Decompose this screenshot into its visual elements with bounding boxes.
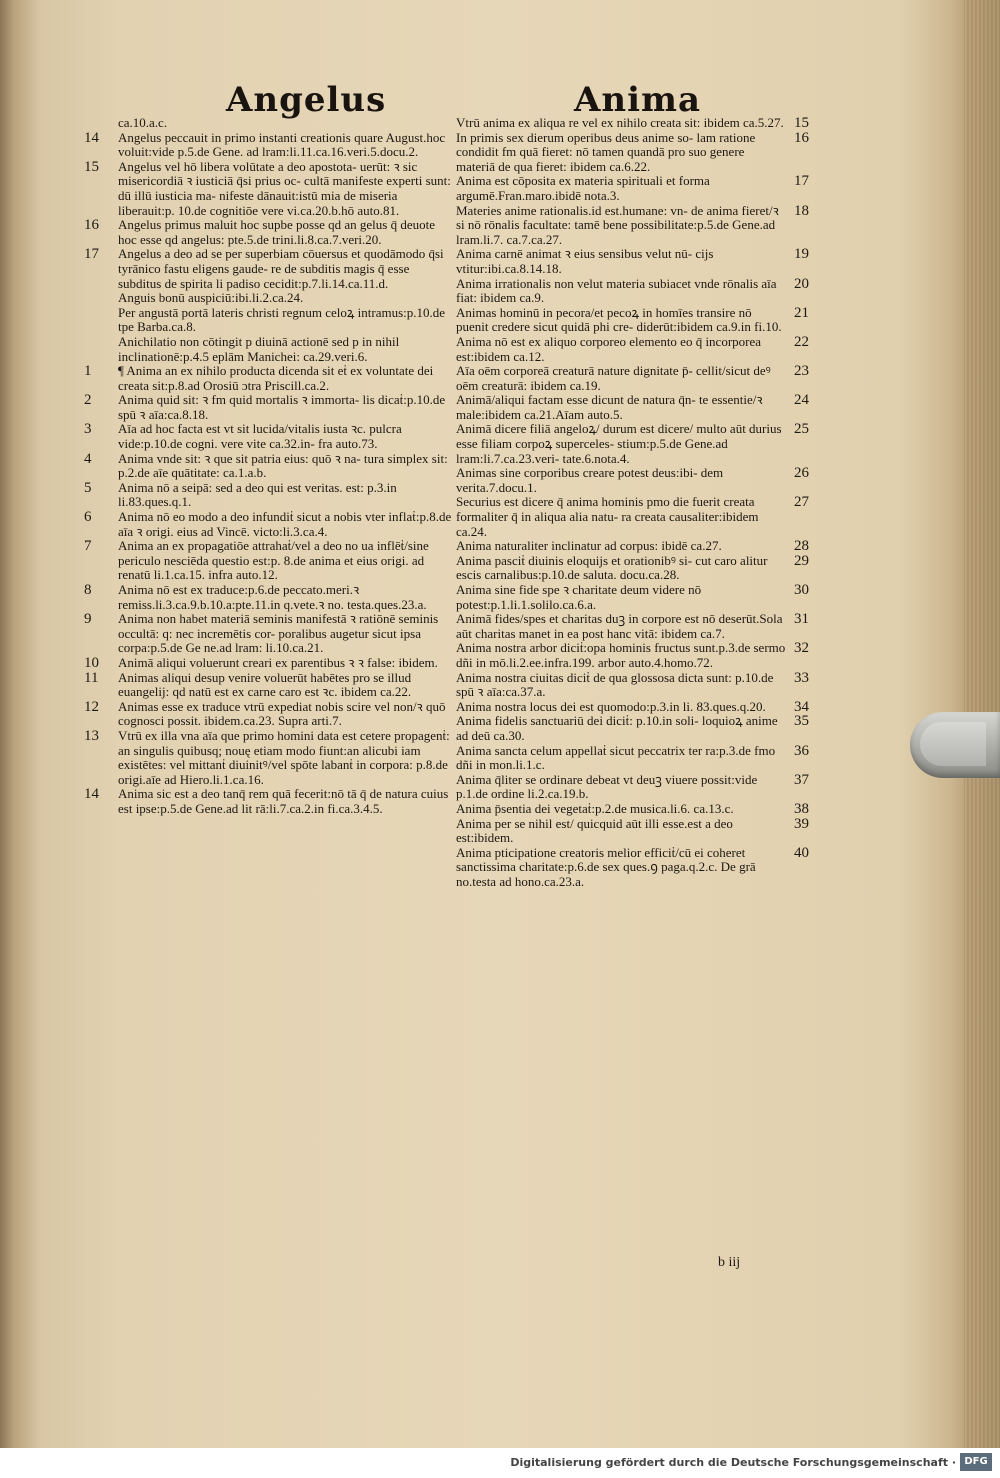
entry-number: 13: [84, 727, 99, 744]
entry-text: Vtrū ex illa vna aīa que primo homini data est cetere propagenṫ: an singulis quibusq; nouę etiam modo fiunt:an alicubi iam existētes: vel mittanṫ diuinitꝰ/vel spōte labanṫ in corpora: p.8.de origi.aīe ad Hiero.li.1.ca.16.: [118, 727, 450, 787]
index-entry: [456, 552, 809, 583]
entry-number: 32: [794, 640, 809, 657]
index-entry: [456, 800, 809, 817]
index-entry: [84, 450, 453, 481]
entry-text: Anima nō eo modo a deo infundiṫ sicut a nobis vter inflaṫ:p.8.de aīa ꝛ origi. eius ad Vincē. victo:li.3.ca.4.: [118, 509, 452, 539]
entry-text: Anima sic est a deo tanq̄ rem quā fecerit:nō tā q̄ de natura cuius est ipse:p.5.de Gene.ad lit rā:li.7.ca.2.in fi.ca.3.4.5.: [118, 786, 449, 816]
index-entry: [456, 173, 809, 203]
entry-text: Animas aliqui desup venire voluerūt habētes pro se illud euangelij: qd natū est ex carne caro est ꝛc. ibidem ca.22.: [118, 669, 412, 700]
entry-text: Per angustā portā lateris christi regnum celoꝝ intramus:p.10.de tpe Barba.ca.8.: [118, 304, 446, 335]
index-entry: [84, 363, 453, 393]
entry-text: Anima sine fide spe ꝛ charitate deum videre nō potest:p.1.li.1.solilo.ca.6.a.: [456, 582, 702, 612]
index-entry: [84, 698, 453, 729]
entry-text: Anima vnde sit: ꝛ que sit patria eius: quō ꝛ na- tura simplex sit: p.2.de aīe quātitate: ca.1.a.b.: [118, 450, 448, 481]
index-entry: [456, 246, 809, 276]
entry-number: 37: [794, 771, 809, 788]
entry-text: Aīa ad hoc facta est vt sit lucida/vitalis iusta ꝛc. pulcra vide:p.10.de cogni. vere vite ca.32.in- fra auto.73.: [118, 421, 402, 452]
entry-text: ca.10.a.c.: [118, 115, 168, 130]
entry-text: In primis sex dierum operibus deus anime so- lam ratione condidit fm quā fieret: nō tamen quandā pro suo genere materiā de qua fieret: ibidem ca.6.22.: [456, 129, 756, 174]
index-entry: [84, 786, 453, 816]
entry-text: Securius est dicere q̄ anima hominis pmo die fuerit creata formaliter q̄ in aliqua alia natu- ra creata causaliter:ibidem ca.24.: [456, 494, 759, 539]
entry-text: Anima naturaliter inclinatur ad corpus: ibidē ca.27.: [456, 538, 722, 554]
entry-text: Animā/aliqui factam esse dicunt de natura q̄n- te essentie/ꝛ male:ibidem ca.21.Aīam auto.5.: [456, 392, 763, 422]
entry-number: 29: [794, 552, 809, 569]
entry-text: Anima fidelis sanctuariū dei diciṫ: p.10.in soli- loquioꝝ anime ad deū ca.30.: [456, 713, 778, 743]
entry-text: Anima nostra arbor diciṫ:opa hominis fructus sunt.p.3.de sermo dñi in mō.li.2.ee.infra.199. arbor auto.4.homo.72.: [456, 640, 786, 670]
entry-text: Anima nō est ex traduce:p.6.de peccato.meri.ꝛ remiss.li.3.ca.9.b.10.a:pte.11.in q.vete.ꝛ no. testa.ques.23.a.: [118, 582, 427, 612]
entry-text: Anima irrationalis non velut materia subiacet vnde rōnalis aīa fiat: ibidem ca.9.: [456, 275, 777, 306]
entry-text: ¶ Anima an ex nihilo producta dicenda sit eṫ ex voluntate dei creata sit:p.8.ad Orosiū ɔtra Priscill.ca.2.: [118, 363, 434, 393]
index-entry: [84, 509, 453, 539]
entry-text: Anima p̄sentia dei vegetaṫ:p.2.de musica.li.6. ca.13.c.: [456, 800, 734, 816]
index-entry: [456, 202, 809, 248]
entry-text: Anima carnē animat ꝛ eius sensibus velut nū- cijs vtitur:ibi.ca.8.14.18.: [456, 246, 714, 276]
index-entry: [84, 158, 453, 218]
index-entry: [456, 698, 809, 715]
index-entry: [84, 479, 453, 510]
entry-number: 39: [794, 815, 809, 832]
entry-number: 40: [794, 844, 809, 861]
entry-number: 33: [794, 669, 809, 686]
entry-text: Anima q̄liter se ordinare debeat vt deuꝫ viuere possit:vide p.1.de ordine li.2.ca.19.b.: [456, 771, 758, 802]
index-entry: [456, 669, 809, 700]
index-entry: [84, 582, 453, 612]
entry-text: Animā aliqui voluerunt creari ex parentibus ꝛ ꝛ false: ibidem.: [118, 654, 438, 670]
entry-text: Anima pasciṫ diuinis eloquijs et orationibꝰ si- cut caro alitur escis carnalibus:p.10.de saluta. docu.ca.28.: [456, 552, 768, 583]
entry-number: 4: [84, 450, 92, 467]
index-entry: [456, 275, 809, 306]
entry-number: 14: [84, 786, 99, 803]
entry-number: 31: [794, 611, 809, 628]
entry-number: 2: [84, 392, 92, 409]
entry-number: 38: [794, 800, 809, 817]
entry-text: Anima nō a seipā: sed a deo qui est veritas. est: p.3.in li.83.ques.q.1.: [118, 479, 397, 510]
entry-text: Anima nostra locus dei est quomodo:p.3.in li. 83.ques.q.20.: [456, 698, 766, 714]
index-entry: [456, 333, 809, 364]
entry-number: 18: [794, 202, 809, 219]
entry-text: Angelus primus maluit hoc supbe posse qd an gelus q̄ deuote hoc esse qd angelus: pte.5.de trini.li.8.ca.7.veri.20.: [118, 217, 436, 247]
entry-text: Materies anime rationalis.id est.humane: vn- de anima fieret/ꝛ si nō rōnalis facultate: tamē bene possibilitate:p.5.de Gene.ad lram.li.7. ca.7.ca.27.: [456, 202, 779, 247]
footer-credit: Digitalisierung gefördert durch die Deutsche Forschungsgemeinschaft ·: [510, 1456, 956, 1469]
entry-number: 17: [794, 173, 809, 190]
index-entry: [84, 727, 453, 787]
index-entry: [456, 363, 809, 393]
entry-text: Animas hominū in pecora/et pecoꝝ in homīes transire nō puenit credere sicut quidā phi cre- diderūt:ibidem ca.9.in fi.10.: [456, 304, 782, 335]
index-entry: [456, 494, 809, 539]
entry-number: 8: [84, 582, 92, 598]
index-entry: [456, 304, 809, 335]
entry-text: Anima sancta celum appellaṫ sicut peccatrix ter ra:p.3.de fmo dñi in mon.li.1.c.: [456, 742, 776, 773]
signature-mark: b iij: [718, 1255, 741, 1270]
index-entry: [456, 713, 809, 743]
dfg-logo: DFG: [960, 1453, 992, 1471]
entry-text: Aīa oēm corporeā creaturā nature dignitate p̄- cellit/sicut deꝰ oēm creaturā: ibidem ca.19.: [456, 363, 771, 393]
entry-number: 14: [84, 129, 99, 146]
entry-number: 25: [794, 421, 809, 438]
entry-text: Anima an ex propagatiōe attrahaṫ/vel a deo no ua inflēṫ/sine periculo nesciēda questio est:p. 8.de anima et eius origi. ad renatū li.1.ca.15. infra auto.12.: [118, 538, 429, 583]
right-column: [456, 115, 809, 889]
entry-text: Animā fides/spes et charitas duꝫ in corpore est nō deserūt.Sola aūt charitas manet in ea post hanc vitā: ibidem ca.7.: [456, 611, 783, 641]
footer-bar: [0, 1448, 1000, 1478]
index-entry: [456, 392, 809, 422]
entry-number: 35: [794, 713, 809, 730]
index-entry: [84, 129, 453, 160]
entry-text: Vtrū anima ex aliqua re vel ex nihilo creata sit: ibidem ca.5.27.: [456, 115, 784, 130]
entry-number: 7: [84, 538, 92, 555]
index-entry: [84, 654, 453, 671]
entry-number: 6: [84, 509, 92, 526]
entry-text: Animas sine corporibus creare potest deus:ibi- dem verita.7.docu.1.: [456, 465, 724, 495]
index-entry: [84, 217, 453, 247]
index-entry: [456, 844, 809, 890]
index-entry: [118, 306, 453, 335]
index-entry: [456, 640, 809, 670]
index-entry: [456, 538, 809, 555]
index-entry: [456, 742, 809, 773]
page-clip: [910, 712, 1000, 778]
entry-text: Anichilatio non cōtingit p diuinā actionē sed p in nihil inclinationē:p.4.5 eplām Manichei: ca.29.veri.6.: [118, 333, 400, 364]
entry-text: Anima non habet materiā seminis manifestā ꝛ ratiōnē seminis occultā: q: nec incremētis cor- poralibus augetur sicut ipsa corpa:p.5.de Ge ne.ad lram: li.10.ca.21.: [118, 611, 439, 656]
entry-text: Anguis bonū auspiciū:ibi.li.2.ca.24.: [118, 290, 304, 306]
entry-text: Angelus vel hō libera volūtate a deo apostota- uerūt: ꝛ sic misericordiā ꝛ iusticiā q̄si prius oc- cultā manifeste experti sunt: dū illū iusticia ma- nifeste dānauit:istū mia de miseria liberauit:p. 10.de cognitiōe vere vi.ca.20.b.hō auto.81.: [118, 158, 451, 218]
entry-text: Anima nostra ciuitas diciṫ de qua glossosa dicta sunt: p.10.de spū ꝛ aīa:ca.37.a.: [456, 669, 774, 700]
entry-number: 36: [794, 742, 809, 759]
entry-text: Anima est cōposita ex materia spirituali et forma argumē.Fran.maro.ibidē nota.3.: [456, 173, 710, 203]
entry-number: 26: [794, 465, 809, 482]
entry-number: 19: [794, 246, 809, 263]
index-entry: [84, 611, 453, 656]
left-column: [84, 115, 453, 817]
entry-number: 23: [794, 363, 809, 380]
index-entry: [456, 129, 809, 175]
index-entry: [456, 771, 809, 802]
entry-text: Angelus peccauit in primo instanti creationis quare August.hoc voluit:vide p.5.de Gene. ad lram:li.11.ca.16.veri.5.docu.2.: [118, 129, 446, 160]
entry-number: 22: [794, 333, 809, 350]
entry-number: 11: [84, 669, 99, 686]
entry-text: Anima nō est ex aliquo corporeo elemento eo q̄ incorporea est:ibidem ca.12.: [456, 333, 762, 364]
header-right: Anima: [574, 80, 702, 120]
entry-number: 1: [84, 363, 92, 380]
entry-number: 5: [84, 479, 92, 496]
entry-text: Animā dicere filiā angeloꝝ/ durum est dicere/ multo aūt durius esse filiam corpoꝝ superceles- stium:p.5.de Gene.ad lram:li.7.ca.23.veri- tate.6.nota.4.: [456, 421, 782, 466]
header-left: Angelus: [226, 80, 387, 120]
entry-text: Anima per se nihil est/ quicquid aūt illi esse.est a deo est:ibidem.: [456, 815, 733, 846]
entry-number: 16: [794, 129, 809, 146]
entry-number: 15: [84, 158, 99, 175]
index-entry: [84, 538, 453, 583]
entry-number: 17: [84, 246, 99, 263]
index-entry: [456, 582, 809, 612]
index-entry: [84, 669, 453, 700]
index-entry: [118, 335, 453, 364]
entry-number: 9: [84, 611, 92, 628]
entry-text: Anima quid sit: ꝛ fm quid mortalis ꝛ immorta- lis dicaṫ:p.10.de spū ꝛ aīa:ca.8.18.: [118, 392, 446, 422]
entry-number: 3: [84, 421, 92, 438]
entry-number: 16: [84, 217, 99, 234]
index-entry: [456, 611, 809, 641]
index-entry: [456, 465, 809, 495]
index-entry: [118, 291, 453, 306]
index-entry: [456, 815, 809, 846]
entry-number: 27: [794, 494, 809, 511]
entry-number: 34: [794, 698, 809, 715]
entry-number: 12: [84, 698, 99, 715]
index-entry: [456, 421, 809, 466]
entry-number: 21: [794, 304, 809, 321]
entry-text: Anima pticipatione creatoris melior efficiṫ/cū ei coheret sanctissima charitate:p.6.de sex ques.ꝯ paga.q.2.c. De grā no.testa ad hono.ca.23.a.: [456, 844, 756, 889]
index-entry: [118, 116, 453, 131]
entry-number: 24: [794, 392, 809, 409]
entry-number: 20: [794, 275, 809, 292]
entry-number: 15: [794, 115, 809, 131]
index-entry: [456, 115, 809, 131]
entry-number: 10: [84, 654, 99, 671]
entry-text: Angelus a deo ad se per superbiam cōuersus et quodāmodo q̄si tyrānico fastu eligens gaude- re de subditis magis q̄ esse subditus de spirita li padiso cecidit:p.7.li.14.ca.11.d.: [118, 246, 444, 291]
entry-number: 30: [794, 582, 809, 598]
entry-number: 28: [794, 538, 809, 555]
index-entry: [84, 246, 453, 291]
index-entry: [84, 421, 453, 452]
entry-text: Animas esse ex traduce vtrū expediat nobis scire vel non/ꝛ quō cognosci possit. ibidem.ca.23. Supra arti.7.: [118, 698, 446, 729]
index-entry: [84, 392, 453, 422]
